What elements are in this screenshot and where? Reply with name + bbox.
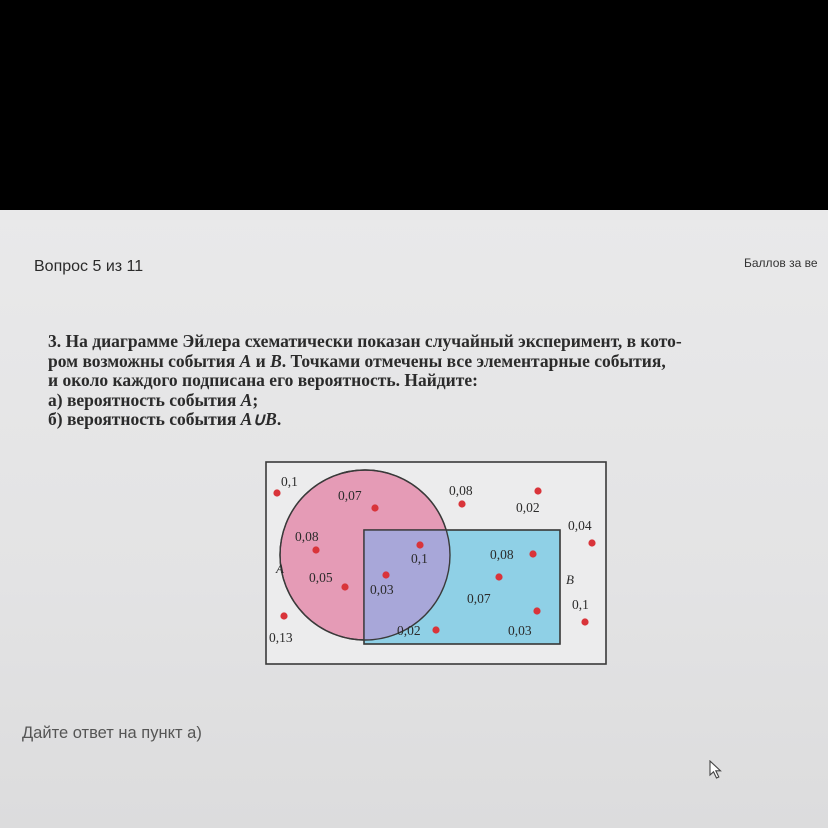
task-line-2-and: и bbox=[251, 350, 271, 371]
task-line-3: и около каждого подписана его вероятность. Найдите: bbox=[48, 370, 478, 390]
task-line-2-start: ром возможны события bbox=[48, 350, 240, 371]
answer-prompt: Дайте ответ на пункт а) bbox=[22, 724, 202, 742]
points-label: Баллов за ве bbox=[744, 256, 818, 270]
outcome-label-3: 0,08 bbox=[449, 483, 473, 498]
outcome-label-15: 0,03 bbox=[508, 623, 532, 638]
outcome-dot-6 bbox=[588, 539, 595, 546]
outcome-dot-1 bbox=[273, 489, 280, 496]
outcome-dot-5 bbox=[312, 546, 319, 553]
outcome-label-9: 0,05 bbox=[309, 570, 333, 585]
outcome-label-11: 0,07 bbox=[467, 591, 491, 606]
outcome-label-14: 0,02 bbox=[397, 623, 421, 638]
event-b-ref: B bbox=[270, 350, 282, 371]
event-a-ref: A bbox=[239, 350, 252, 371]
outcome-label-8: 0,08 bbox=[490, 547, 514, 562]
outcome-dot-7 bbox=[416, 541, 423, 548]
arrow-cursor-icon bbox=[708, 760, 726, 780]
outcome-label-13: 0,13 bbox=[269, 630, 293, 645]
task-item-a-suffix: ; bbox=[252, 389, 259, 410]
outcome-label-4: 0,02 bbox=[516, 500, 540, 515]
outcome-label-6: 0,04 bbox=[568, 518, 592, 533]
task-item-a-text: а) вероятность события bbox=[48, 389, 241, 410]
outcome-dot-2 bbox=[371, 504, 378, 511]
question-counter: Вопрос 5 из 11 bbox=[34, 258, 144, 275]
outcome-dot-11 bbox=[495, 573, 502, 580]
outcome-dot-3 bbox=[458, 500, 465, 507]
outcome-label-12: 0,1 bbox=[572, 597, 589, 612]
outcome-label-5: 0,08 bbox=[295, 529, 319, 544]
outcome-label-10: 0,03 bbox=[370, 582, 394, 597]
outcome-label-7: 0,1 bbox=[411, 551, 428, 566]
outcome-label-1: 0,1 bbox=[281, 474, 298, 489]
task-item-a-event: A bbox=[240, 389, 253, 410]
task-item-b-suffix: . bbox=[276, 409, 282, 429]
outcome-dot-13 bbox=[280, 612, 287, 619]
quiz-screen bbox=[0, 210, 828, 828]
outcome-dot-10 bbox=[382, 571, 389, 578]
outcome-dot-4 bbox=[534, 487, 541, 494]
task-line-2-end: . Точками отмечены все элементарные события, bbox=[281, 350, 666, 371]
outcome-dot-8 bbox=[529, 550, 536, 557]
outcome-dot-9 bbox=[341, 583, 348, 590]
outcome-dot-15 bbox=[533, 607, 540, 614]
task-item-b-text: б) вероятность события bbox=[48, 409, 241, 429]
outcome-dot-14 bbox=[432, 626, 439, 633]
task-line-1: 3. На диаграмме Эйлера схематически показан случайный эксперимент, в кото- bbox=[48, 331, 682, 351]
task-item-b-event: A∪B bbox=[240, 409, 277, 429]
set-a-label: A bbox=[276, 561, 284, 576]
set-b-label: B bbox=[566, 572, 574, 587]
outcome-dot-12 bbox=[581, 618, 588, 625]
outcome-label-2: 0,07 bbox=[338, 488, 362, 503]
